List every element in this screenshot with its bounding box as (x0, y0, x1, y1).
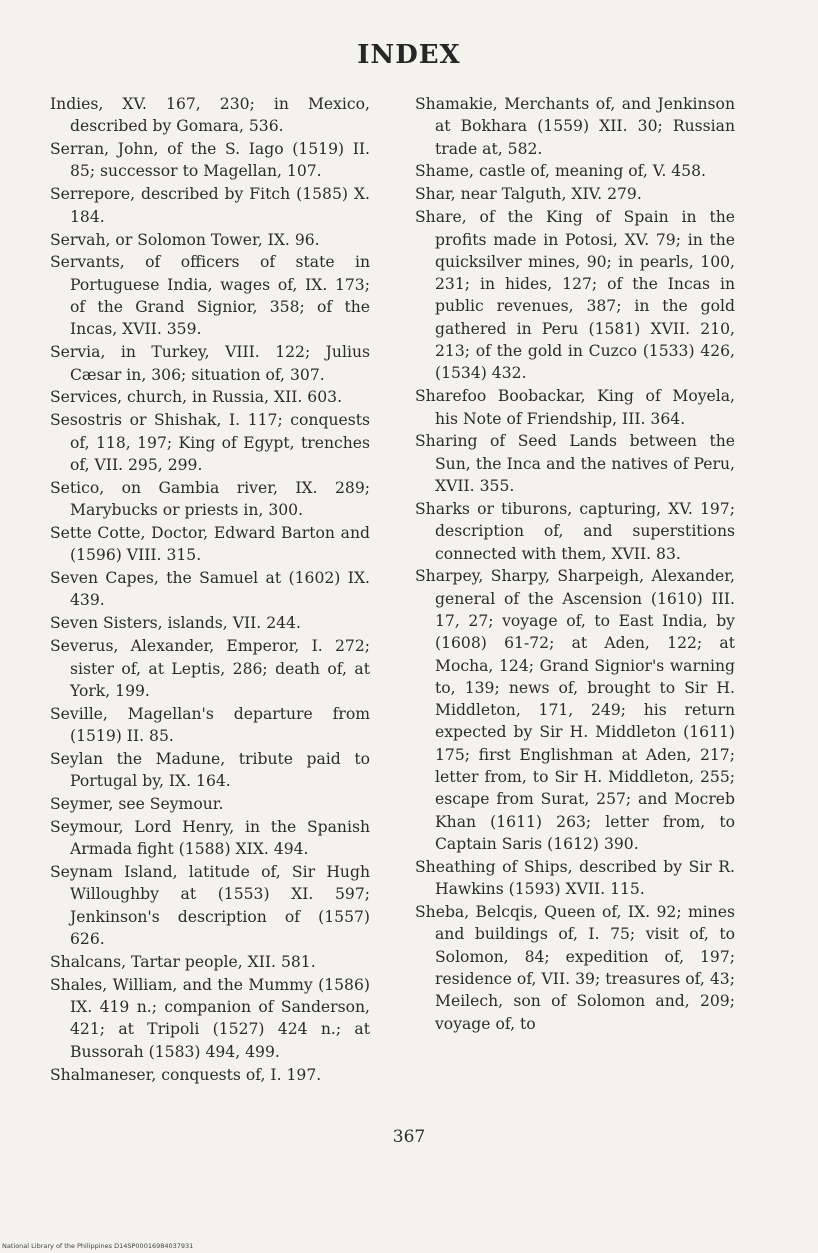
index-entry: Sharing of Seed Lands between the Sun, the Inca and the natives of Peru, XVII. 355. (415, 432, 735, 496)
page-number: 367 (392, 1127, 426, 1147)
index-entry: Serrepore, described by Fitch (1585) X. 184. (50, 185, 370, 226)
page-title: INDEX (357, 40, 461, 70)
index-entry: Severus, Alexander, Emperor, I. 272; sister of, at Leptis, 286; death of, at York, 199. (50, 637, 370, 700)
index-entry: Servants, of officers of state in Portuguese India, wages of, IX. 173; of the Grand Signior, 358; of the Incas, XVII. 359. (50, 253, 370, 339)
index-column-right (415, 93, 735, 1035)
index-entry: Shar, near Talguth, XIV. 279. (415, 185, 642, 204)
index-entry: Seynam Island, latitude of, Sir Hugh Willoughby at (1553) XI. 597; Jenkinson's description of (1557) 626. (50, 863, 370, 949)
index-entry: Shalmaneser, conquests of, I. 197. (50, 1065, 322, 1084)
index-entry: Indies, XV. 167, 230; in Mexico, described by Gomara, 536. (50, 95, 370, 136)
index-column-left (50, 93, 370, 1087)
footer-credit: National Library of the Philippines D14SP00016984037931 (2, 1242, 194, 1250)
index-entry: Shalcans, Tartar people, XII. 581. (50, 952, 316, 971)
index-entry: Sette Cotte, Doctor, Edward Barton and (1596) VIII. 315. (50, 523, 370, 565)
index-entry: Shales, William, and the Mummy (1586) IX. 419 n.; companion of Sanderson, 421; at Tripoli (1527) 424 n.; at Bussorah (1583) 494, 499. (50, 975, 370, 1061)
index-entry: Sharpey, Sharpy, Sharpeigh, Alexander, general of the Ascension (1610) III. 17, 27; voyage of, to East India, by (1608) 61-72; at Aden, 122; at Mocha, 124; Grand Signior's warning to, 139; news of, brought to Sir H. Middleton, 171, 249; his return expected by Sir H. Middleton (1611) 175; first Englishman at Aden, 217; letter from, to Sir H. Middleton, 255; escape from Surat, 257; and Mocreb Khan (1611) 263; letter from, to Captain Saris (1612) 390. (415, 567, 735, 853)
index-entry: Services, church, in Russia, XII. 603. (50, 388, 343, 407)
index-entry: Shamakie, Merchants of, and Jenkinson at Bokhara (1559) XII. 30; Russian trade at, 582. (415, 95, 735, 158)
index-entry: Sheathing of Ships, described by Sir R. Hawkins (1593) XVII. 115. (415, 857, 735, 899)
index-entry: Share, of the King of Spain in the profits made in Potosi, XV. 79; in the quicksilver mines, 90; in pearls, 100, 231; in hides, 127; of the Incas in public revenues, 387; in the gold gathered in Peru (1581) XVII. 210, 213; of the gold in Cuzco (1533) 426, (1534) 432. (415, 208, 735, 383)
index-entry: Sesostris or Shishak, I. 117; conquests of, 118, 197; King of Egypt, trenches of, VII. 295, 299. (50, 411, 370, 474)
index-entry: Seville, Magellan's departure from (1519) II. 85. (50, 704, 370, 746)
index-entry: Seymour, Lord Henry, in the Spanish Armada fight (1588) XIX. 494. (50, 818, 370, 859)
index-entry: Sharks or tiburons, capturing, XV. 197; description of, and superstitions connected with them, XVII. 83. (415, 499, 735, 563)
index-entry: Seven Sisters, islands, VII. 244. (50, 614, 301, 633)
index-entry: Seven Capes, the Samuel at (1602) IX. 439. (50, 569, 370, 610)
index-entry: Servah, or Solomon Tower, IX. 96. (50, 230, 320, 249)
index-entry: Serran, John, of the S. Iago (1519) II. 85; successor to Magellan, 107. (50, 140, 370, 181)
index-entry: Sharefoo Boobackar, King of Moyela, his Note of Friendship, III. 364. (415, 387, 735, 428)
index-entry: Setico, on Gambia river, IX. 289; Marybucks or priests in, 300. (50, 478, 370, 520)
index-entry: Seylan the Madune, tribute paid to Portugal by, IX. 164. (50, 749, 370, 791)
index-entry: Sheba, Belcqis, Queen of, IX. 92; mines and buildings of, I. 75; visit of, to Solomon, 84; expedition of, 197; residence of, VII. 39; treasures of, 43; Meilech, son of Solomon and, 209; voyage of, to (415, 903, 735, 1033)
index-entry: Shame, castle of, meaning of, V. 458. (415, 162, 706, 181)
index-entry: Servia, in Turkey, VIII. 122; Julius Cæsar in, 306; situation of, 307. (50, 343, 370, 384)
index-entry: Seymer, see Seymour. (50, 795, 224, 814)
